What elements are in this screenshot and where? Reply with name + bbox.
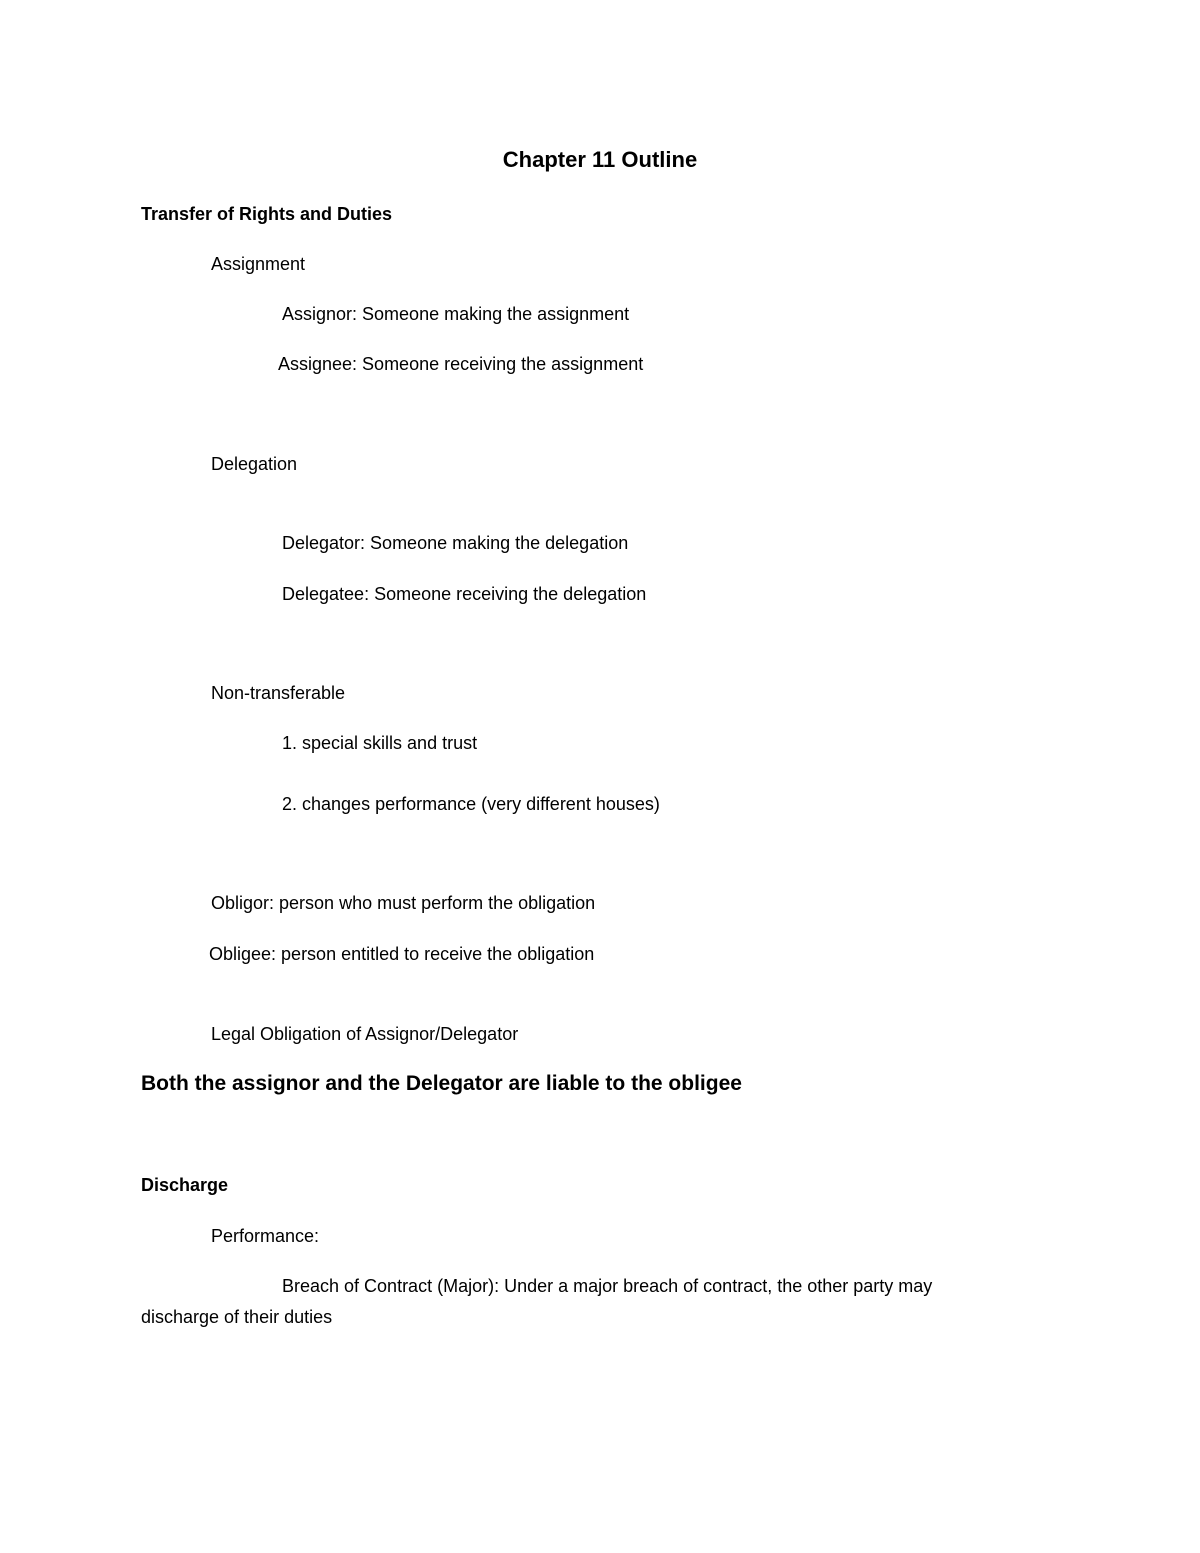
- page-title: Chapter 11 Outline: [502, 147, 698, 172]
- liability-statement: Both the assignor and the Delegator are liable to the obligee: [141, 1072, 742, 1095]
- breach-of-contract-line: Breach of Contract (Major): Under a major breach of contract, the other party may: [282, 1276, 933, 1296]
- legal-obligation-label: Legal Obligation of Assignor/Delegator: [211, 1024, 519, 1044]
- delegator-definition: Delegator: Someone making the delegation: [282, 533, 629, 553]
- non-transferable-item: 1. special skills and trust: [282, 733, 478, 753]
- obligor-definition: Obligor: person who must perform the obligation: [211, 893, 596, 913]
- section-heading-discharge: Discharge: [141, 1175, 229, 1195]
- breach-of-contract-continuation: discharge of their duties: [141, 1307, 333, 1327]
- obligee-definition: Obligee: person entitled to receive the obligation: [209, 944, 595, 964]
- non-transferable-label: Non-transferable: [211, 683, 346, 703]
- performance-label: Performance:: [211, 1226, 320, 1246]
- non-transferable-item: 2. changes performance (very different houses): [282, 794, 660, 814]
- delegation-label: Delegation: [211, 454, 298, 474]
- assignment-label: Assignment: [211, 254, 306, 274]
- section-heading-transfer: Transfer of Rights and Duties: [141, 204, 393, 224]
- assignee-definition: Assignee: Someone receiving the assignment: [278, 354, 644, 374]
- assignor-definition: Assignor: Someone making the assignment: [282, 304, 630, 324]
- delegatee-definition: Delegatee: Someone receiving the delegation: [282, 584, 647, 604]
